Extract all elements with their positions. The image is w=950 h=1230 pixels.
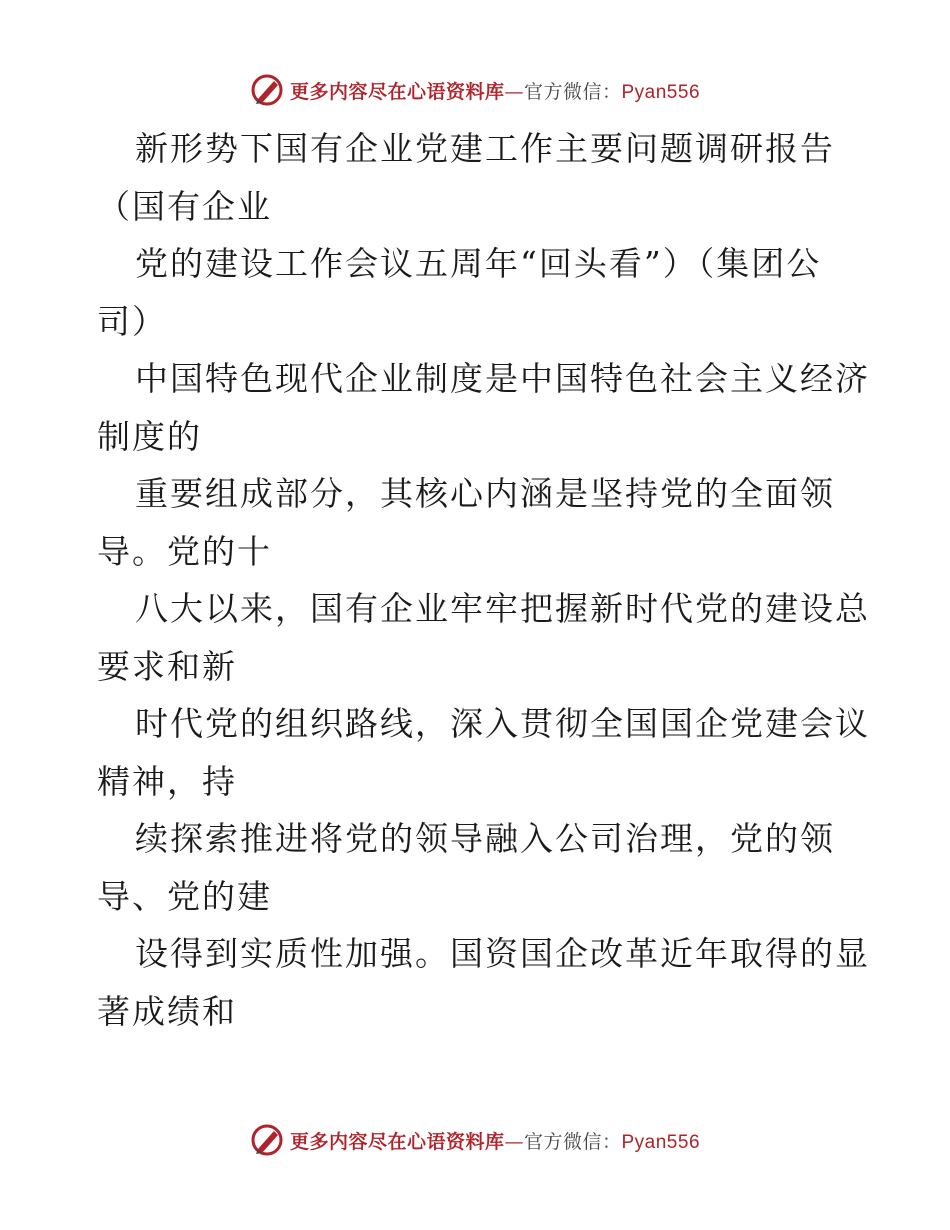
text-line: 制度的: [97, 416, 202, 456]
banner-wechat-id: Pyan556: [621, 1131, 701, 1153]
text-line: 导。党的十: [97, 531, 272, 571]
text-line: 续探索推进将党的领导融入公司治理，党的领: [135, 819, 835, 858]
banner-dash: —: [504, 1130, 524, 1153]
banner-brand: 更多内容尽在心语资料库: [289, 1130, 505, 1153]
banner-text: [290, 77, 700, 104]
text-line: 精神，持: [97, 761, 237, 801]
pen-logo-icon: [250, 73, 284, 107]
text-line: 司）: [97, 301, 167, 341]
banner-wechat-id: Pyan556: [621, 81, 701, 103]
text-line: 著成绩和: [97, 991, 237, 1031]
footer-banner: [0, 1120, 950, 1160]
text-line: 时代党的组织路线，深入贯彻全国国企党建会议: [135, 704, 870, 743]
banner-wechat-label: 官方微信：: [523, 80, 622, 103]
text-line: 要求和新: [97, 646, 237, 686]
banner-brand: 更多内容尽在心语资料库: [289, 80, 505, 103]
text-line: 中国特色现代企业制度是中国特色社会主义经济: [135, 359, 870, 398]
header-banner: [0, 70, 950, 110]
banner-dash: —: [504, 80, 524, 103]
pen-logo-icon: [250, 1123, 284, 1157]
text-line: 设得到实质性加强。国资国企改革近年取得的显: [135, 934, 870, 973]
text-line: 导、党的建: [97, 876, 272, 916]
text-line: 八大以来，国有企业牢牢把握新时代党的建设总: [135, 589, 870, 628]
banner-text: [290, 1127, 700, 1154]
document-body: [97, 120, 870, 1040]
text-line: （国有企业: [97, 186, 272, 226]
text-line: 重要组成部分，其核心内涵是坚持党的全面领: [135, 474, 835, 513]
text-line: 党的建设工作会议五周年“回头看”）（集团公: [135, 244, 822, 283]
banner-wechat-label: 官方微信：: [523, 1130, 622, 1153]
text-line: 新形势下国有企业党建工作主要问题调研报告: [135, 129, 835, 168]
